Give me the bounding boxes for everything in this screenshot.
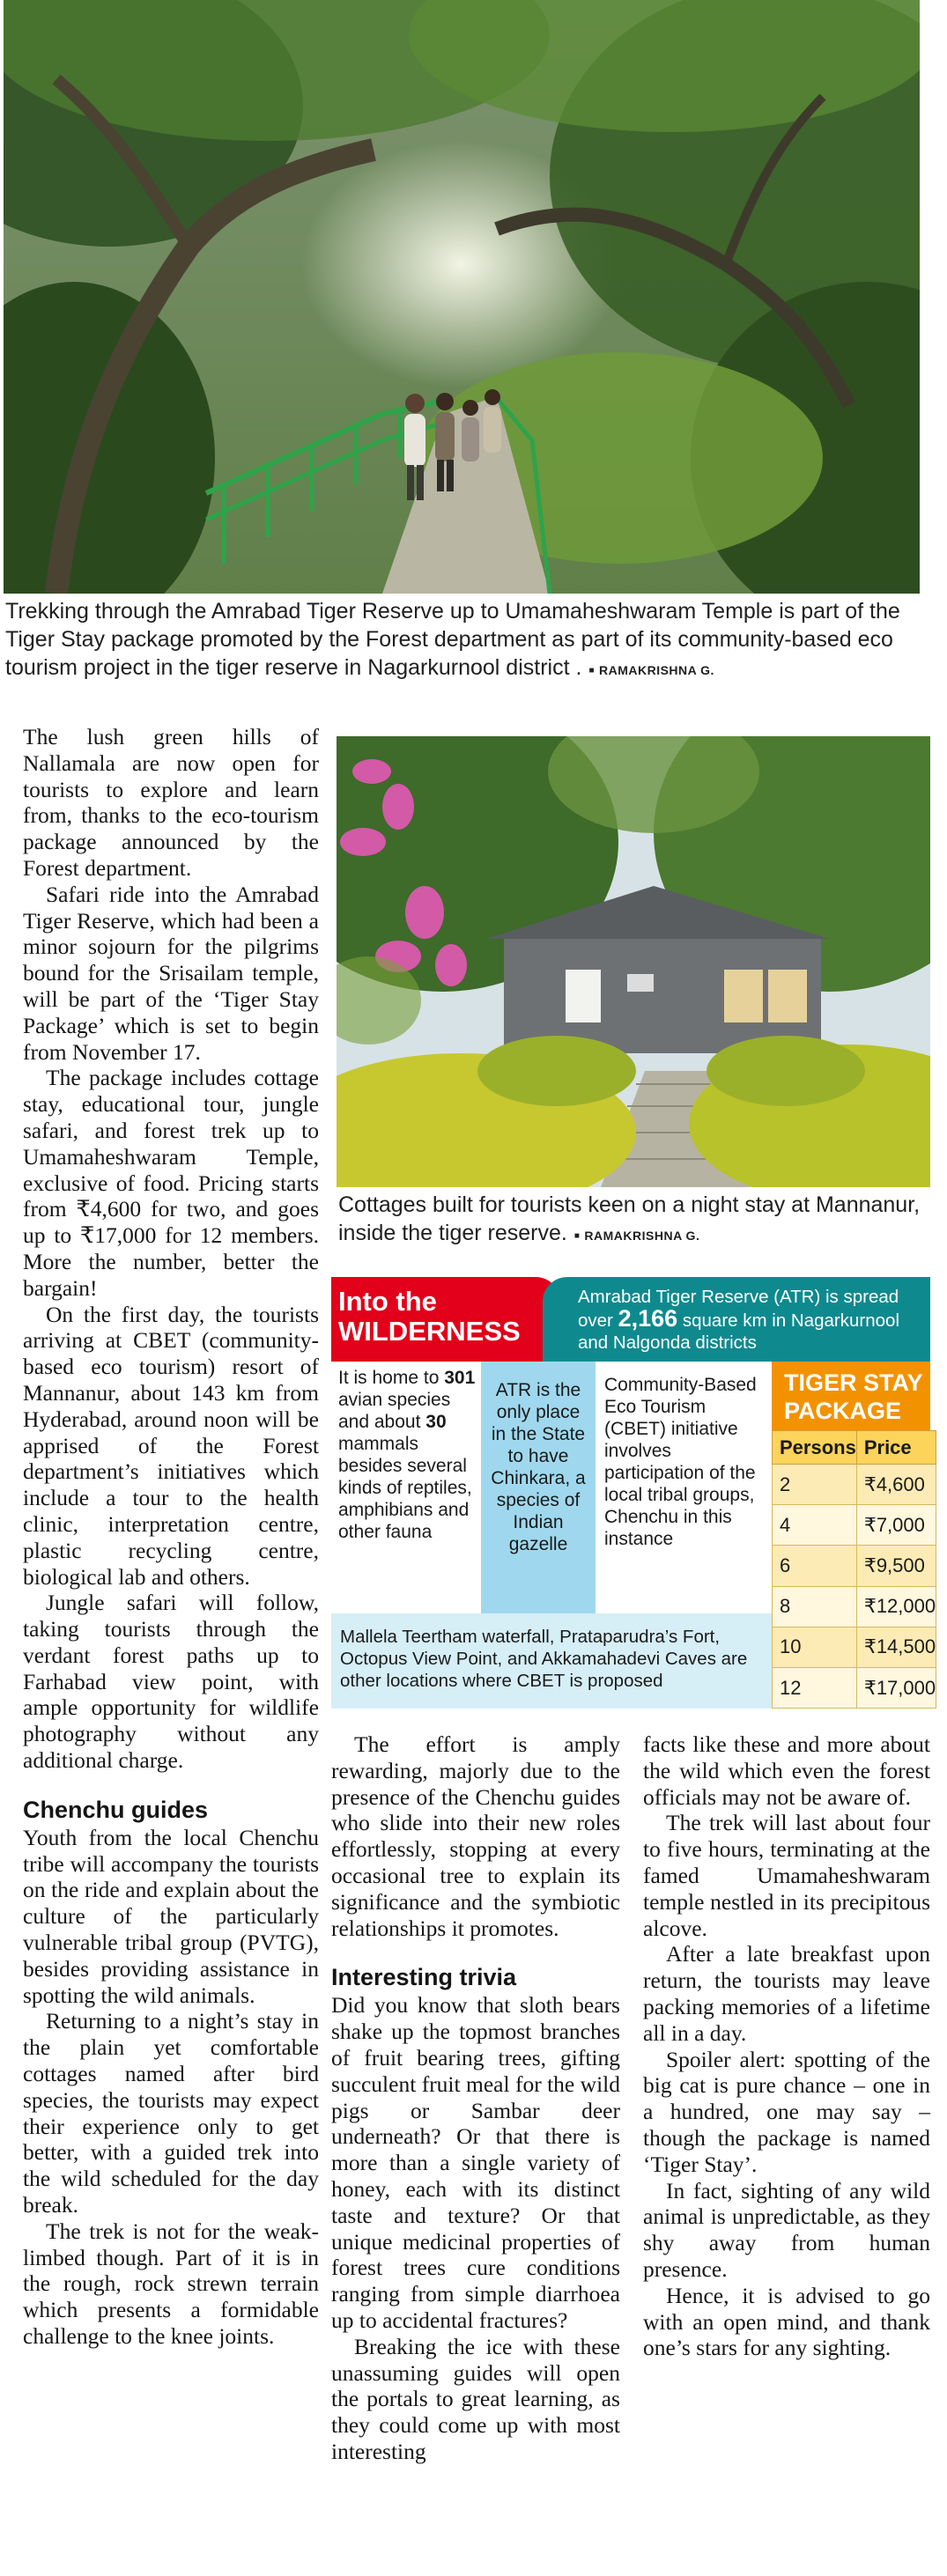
paragraph: Jungle safari will follow, taking tourists through the verdant forest paths up to Farhabad view point, with ample opportunity for wildlife photography without any additional charge.: [23, 1590, 319, 1774]
table-row: 6 ₹9,500: [773, 1546, 936, 1586]
package-title: TIGER STAY PACKAGE: [772, 1362, 930, 1430]
paragraph: Breaking the ice with these unassuming guides will open the portals to great learning, as they could come up with most interesting: [331, 2333, 620, 2464]
paragraph: facts like these and more about the wild which even the forest officials may not be aware of.: [643, 1731, 930, 1810]
package-price-table: [772, 1430, 936, 1709]
table-row: 4 ₹7,000: [773, 1505, 936, 1546]
paragraph: Returning to a night’s stay in the plain yet comfortable cottages named after bird species, the tourists may expect their experience only to get better, with a guided trek into the wild scheduled for the day break.: [23, 2008, 319, 2218]
infobox-fauna-fact: It is home to 301 avian species and about 30 mammals besides several kinds of reptiles, amphibians and other fauna: [338, 1368, 476, 1542]
infobox-chinkara-fact: ATR is the only place in the State to have Chinkara, a species of Indian gazelle: [481, 1362, 596, 1613]
paragraph: Did you know that sloth bears shake up the topmost branches of fruit bearing trees, gifting succulent fruit meal for the wild pigs or Sambar deer underneath? Or that there is more than a single variety of honey, each with its distinct taste and texture? Or that unique medicinal properties of forest trees cure conditions ranging from simple diarrhoea up to accidental fractures?: [331, 1992, 620, 2333]
infobox-locations: Mallela Teertham waterfall, Prataparudra’s Fort, Octopus View Point, and Akkamahadevi Caves are other locations where CBET is proposed: [331, 1613, 772, 1709]
cottage-photo: [337, 736, 930, 1187]
photo-caption: Trekking through the Amrabad Tiger Reserve up to Umamaheshwaram Temple is part of the Tiger Stay package promoted by the Forest department as part of its community-based eco tourism project in the tiger reserve in Nagarkurnool district .■ RAMAKRISHNA G.: [5, 597, 917, 687]
paragraph: The lush green hills of Nallamala are now open for tourists to explore and learn from, thanks to the eco-tourism package announced by the Forest department.: [23, 724, 319, 881]
trek-photo: [4, 0, 920, 594]
table-row: 10 ₹14,500: [773, 1627, 936, 1667]
infobox-title: Into the WILDERNESS: [331, 1277, 560, 1362]
column-header: Persons: [773, 1431, 857, 1465]
paragraph: Youth from the local Chenchu tribe will accompany the tourists on the ride and explain about the culture of the particularly vulnerable tribal group (PVTG), besides providing assistance in spotting the wild animals.: [23, 1824, 319, 2008]
paragraph: After a late breakfast upon return, the tourists may leave packing memories of a lifetime all in a day.: [643, 1941, 930, 2046]
paragraph: The trek will last about four to five hours, terminating at the famed Umamaheshwaram temple nestled in its precipitous alcove.: [643, 1810, 930, 1941]
paragraph: Spoiler alert: spotting of the big cat is pure chance – one in a hundred, one may say – though the package is named ‘Tiger Stay’.: [643, 2046, 930, 2177]
infobox-area-fact: Amrabad Tiger Reserve (ATR) is spread over 2,166 square km in Nagarkurnool and Nalgonda districts: [543, 1277, 930, 1362]
infobox-cbet-fact: Community-Based Eco Tourism (CBET) initiative involves participation of the local tribal groups, Chenchu in this instance: [604, 1375, 757, 1549]
tiger-stay-package: [772, 1362, 936, 1709]
article-column-1: [23, 724, 319, 2350]
column-header: Price: [856, 1431, 936, 1465]
paragraph: Hence, it is advised to go with an open mind, and thank one’s stars for any sighting.: [643, 2282, 930, 2361]
photo-credit: ■ RAMAKRISHNA G.: [588, 663, 714, 677]
paragraph: In fact, sighting of any wild animal is unpredictable, as they shy away from human presence.: [643, 2177, 930, 2282]
paragraph: The package includes cottage stay, educational tour, jungle safari, and forest trek up to Umamaheshwaram Temple, exclusive of food. Pricing starts from ₹4,600 for two, and goes up to ₹17,000 for 12 members. More the number, better the bargain!: [23, 1065, 319, 1301]
wilderness-infobox: [331, 1277, 936, 1709]
paragraph: Safari ride into the Amrabad Tiger Reserve, which had been a minor sojourn for the pilgrims bound for the Srisailam temple, will be part of the ‘Tiger Stay Package’ which is set to begin from November 17.: [23, 881, 319, 1065]
paragraph: The trek is not for the weak-limbed though. Part of it is in the rough, rock strewn terrain which presents a formidable challenge to the knee joints.: [23, 2218, 319, 2350]
subheading: Chenchu guides: [23, 1796, 209, 1823]
photo-caption: Cottages built for tourists keen on a night stay at Mannanur, inside the tiger reserve.■ RAMAKRISHNA G.: [338, 1191, 930, 1252]
photo-credit: ■ RAMAKRISHNA G.: [574, 1229, 699, 1243]
subheading: Interesting trivia: [331, 1964, 517, 1991]
article-column-2: [331, 1731, 620, 2465]
paragraph: On the first day, the tourists arriving at CBET (community-based eco tourism) resort of Mannanur, about 143 km from Hyderabad, around noon will be apprised of the Forest department’s initiatives which include a tour to the health clinic, interpretation centre, plastic recycling centre, biological lab and others.: [23, 1301, 319, 1590]
paragraph: The effort is amply rewarding, majorly due to the presence of the Chenchu guides who slide into their new roles effortlessly, stopping at every occasional tree to explain its significance and the symbiotic relationships it promotes.: [331, 1731, 620, 1941]
table-row: 2 ₹4,600: [773, 1465, 936, 1505]
table-row: 12 ₹17,000: [773, 1667, 936, 1708]
table-row: 8 ₹12,000: [773, 1586, 936, 1627]
article-column-3: [643, 1731, 930, 2361]
